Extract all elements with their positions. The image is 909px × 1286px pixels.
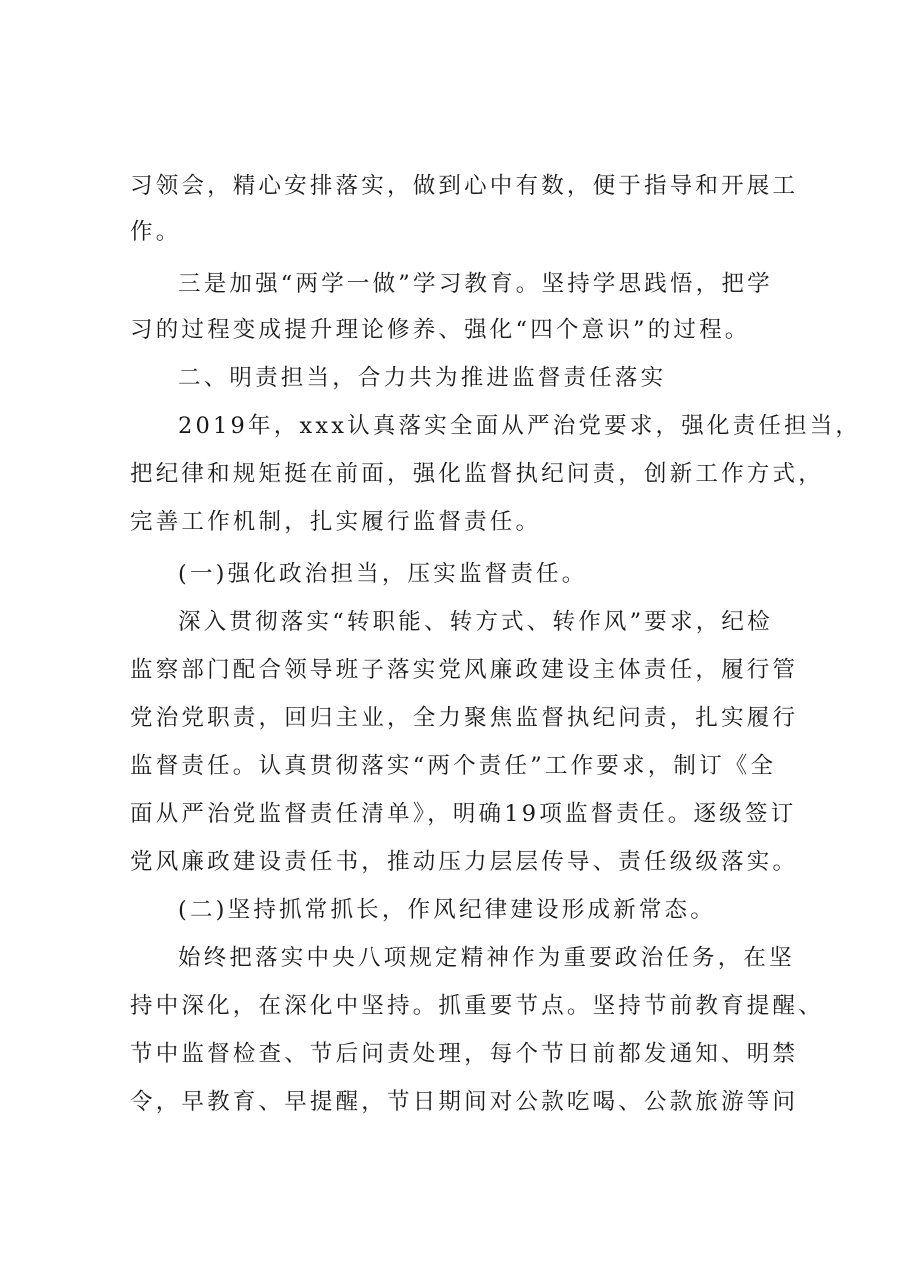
text-line: 令，早教育、早提醒，节日期间对公款吃喝、公款旅游等问 xyxy=(130,1089,799,1115)
text-line: 党风廉政建设责任书，推动压力层层传导、责任级级落实。 xyxy=(130,849,799,875)
text-line: 作。 xyxy=(130,219,182,245)
section-heading: 二、明责担当，合力共为推进监督责任落实 xyxy=(178,365,667,391)
text-line: 深入贯彻落实“转职能、转方式、转作风”要求，纪检 xyxy=(178,609,773,635)
text-line: 习的过程变成提升理论修养、强化“四个意识”的过程。 xyxy=(130,317,751,343)
text-line: 三是加强“两学一做”学习教育。坚持学思践悟，把学 xyxy=(178,271,773,297)
subsection-heading: (二)坚持抓常抓长，作风纪律建设形成新常态。 xyxy=(178,897,716,923)
text-line: 党治党职责，回归主业，全力聚焦监督执纪问责，扎实履行 xyxy=(130,705,799,731)
text-line: 习领会，精心安排落实，做到心中有数，便于指导和开展工 xyxy=(130,173,799,199)
text-line: 监察部门配合领导班子落实党风廉政建设主体责任，履行管 xyxy=(130,657,799,683)
text-line: 完善工作机制，扎实履行监督责任。 xyxy=(130,509,542,535)
text-line: 2019年，xxx认真落实全面从严治党要求，强化责任担当， xyxy=(178,413,862,439)
text-line: 节中监督检查、节后问责处理，每个节日前都发通知、明禁 xyxy=(130,1041,799,1067)
text-line: 持中深化，在深化中坚持。抓重要节点。坚持节前教育提醒、 xyxy=(130,993,824,1019)
text-line: 监督责任。认真贯彻落实“两个责任”工作要求，制订《全 xyxy=(130,753,777,779)
text-line: 把纪律和规矩挺在前面，强化监督执纪问责，创新工作方式， xyxy=(130,461,824,487)
subsection-heading: (一)强化政治担当，压实监督责任。 xyxy=(178,561,588,587)
text-line: 面从严治党监督责任清单》，明确19项监督责任。逐级签订 xyxy=(130,801,797,827)
text-line: 始终把落实中央八项规定精神作为重要政治任务，在坚 xyxy=(178,945,795,971)
